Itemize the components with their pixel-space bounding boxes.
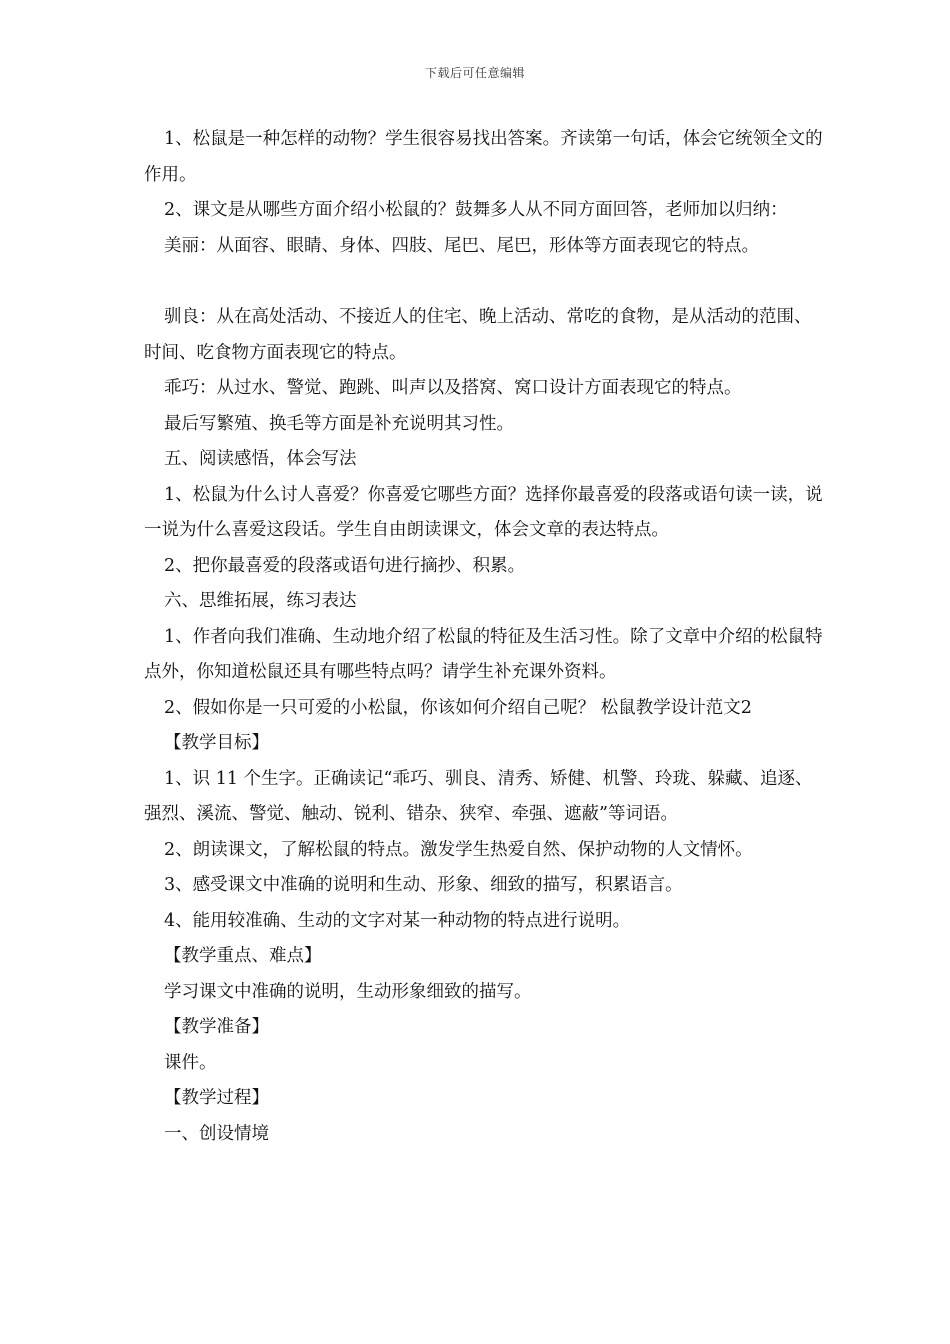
section-heading: 【教学目标】 — [164, 733, 269, 753]
paragraph: 2、假如你是一只可爱的小松鼠，你该如何介绍自己呢？ 松鼠教学设计范文2 — [164, 697, 752, 718]
section-heading: 六、思维拓展，练习表达 — [164, 591, 357, 611]
paragraph: 3、感受课文中准确的说明和生动、形象、细致的描写，积累语言。 — [164, 875, 683, 895]
section-heading: 【教学重点、难点】 — [164, 946, 322, 966]
paragraph: 2、把你最喜爱的段落或语句进行摘抄、积累。 — [164, 555, 526, 576]
paragraph: 美丽：从面容、眼睛、身体、四肢、尾巴、尾巴，形体等方面表现它的特点。 — [164, 235, 759, 256]
paragraph: 驯良：从在高处活动、不接近人的住宅、晚上活动、常吃的食物，是从活动的范围、时间、吃食物方面表现它的特点。 — [144, 307, 812, 363]
section-heading: 五、阅读感悟，体会写法 — [164, 449, 357, 469]
paragraph: 2、课文是从哪些方面介绍小松鼠的？鼓舞多人从不同方面回答，老师加以归纳： — [164, 200, 788, 220]
paragraph: 1、识 11 个生字。正确读记“乖巧、驯良、清秀、矫健、机警、玲珑、躲藏、追逐、强烈、溪流、警觉、触动、锐利、错杂、狭窄、牵强、遮蔽”等词语。 — [144, 768, 813, 824]
paragraph: 4、能用较准确、生动的文字对某一种动物的特点进行说明。 — [164, 910, 631, 931]
paragraph: 1、作者向我们准确、生动地介绍了松鼠的特征及生活习性。除了文章中介绍的松鼠特点外，你知道松鼠还具有哪些特点吗？请学生补充课外资料。 — [144, 626, 823, 682]
paragraph: 1、松鼠是一种怎样的动物？学生很容易找出答案。齐读第一句话，体会它统领全文的作用。 — [144, 129, 823, 185]
paragraph: 课件。 — [164, 1052, 217, 1073]
paragraph: 2、朗读课文，了解松鼠的特点。激发学生热爱自然、保护动物的人文情怀。 — [164, 839, 753, 860]
paragraph: 学习课文中准确的说明，生动形象细致的描写。 — [164, 981, 532, 1002]
paragraph: 最后写繁殖、换毛等方面是补充说明其习性。 — [164, 413, 514, 434]
document-body — [144, 122, 824, 1152]
paragraph: 乖巧：从过水、警觉、跑跳、叫声以及搭窝、窝口设计方面表现它的特点。 — [164, 378, 742, 398]
section-heading: 【教学准备】 — [164, 1017, 269, 1037]
section-heading: 一、创设情境 — [164, 1123, 269, 1144]
paragraph: 1、松鼠为什么讨人喜爱？你喜爱它哪些方面？选择你最喜爱的段落或语句读一读，说一说为什么喜爱这段话。学生自由朗读课文，体会文章的表达特点。 — [144, 484, 823, 540]
page-header: 下载后可任意编辑 — [424, 66, 525, 80]
section-heading: 【教学过程】 — [164, 1088, 269, 1108]
